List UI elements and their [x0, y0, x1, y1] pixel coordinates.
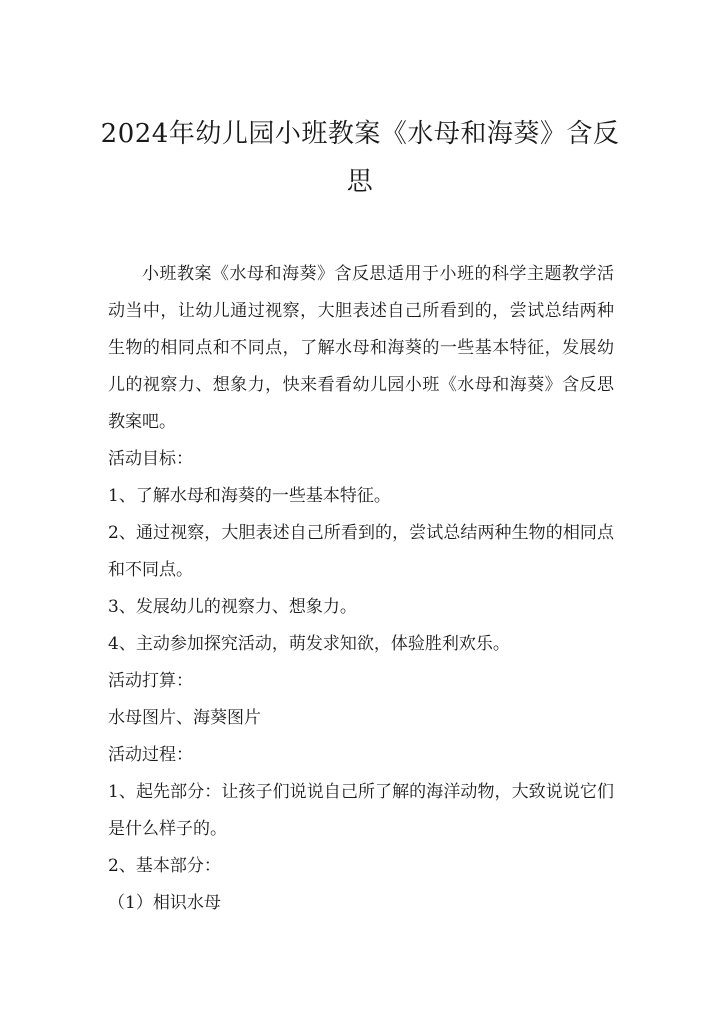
process-item-1: 1、起先部分：让孩子们说说自己所了解的海洋动物，大致说说它们是什么样子的。 — [108, 782, 614, 839]
process-heading: 活动过程： — [108, 745, 193, 765]
intro-paragraph: 小班教案《水母和海葵》含反思适用于小班的科学主题教学活动当中，让幼儿通过视察，大胆表述自己所看到的，尝试总结两种生物的相同点和不同点，了解水母和海葵的一些基本特征，发展幼儿的视察力、想象力，快来看看幼儿园小班《水母和海葵》含反思教案吧。 — [108, 264, 614, 432]
process-item-2: 2、基本部分： — [108, 856, 221, 876]
goal-item-4: 4、主动参加探究活动，萌发求知欲，体验胜利欢乐。 — [108, 634, 510, 654]
goal-item-1: 1、了解水母和海葵的一些基本特征。 — [108, 486, 391, 506]
goal-item-3: 3、发展幼儿的视察力、想象力。 — [108, 597, 357, 617]
document-title: 2024年幼儿园小班教案《水母和海葵》含反思 — [100, 119, 620, 197]
goals-heading: 活动目标： — [108, 449, 193, 469]
goal-item-2: 2、通过视察，大胆表述自己所看到的，尝试总结两种生物的相同点和不同点。 — [108, 523, 614, 580]
document-body — [108, 256, 614, 922]
prep-text: 水母图片、海葵图片 — [108, 708, 261, 728]
prep-heading: 活动打算： — [108, 671, 193, 691]
process-subitem-1: （1）相识水母 — [108, 893, 221, 913]
